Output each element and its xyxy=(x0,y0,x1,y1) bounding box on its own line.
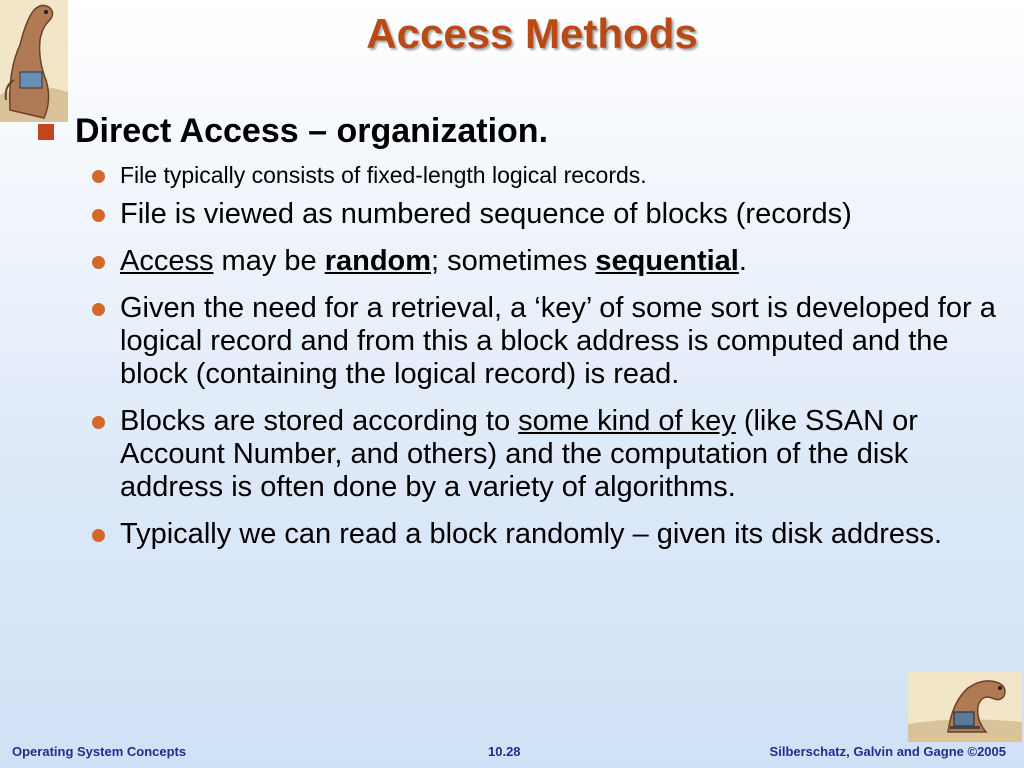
sub-bullet-2-text: File is viewed as numbered sequence of blocks (records) xyxy=(120,198,852,230)
footer-slide-number: 10.28 xyxy=(488,744,521,759)
slide-title: Access Methods xyxy=(366,10,698,57)
round-bullet-icon xyxy=(92,209,105,222)
sub-bullet-4 xyxy=(92,292,1002,391)
sub-bullet-1 xyxy=(92,158,1002,192)
round-bullet-icon xyxy=(92,416,105,429)
text-fragment: (like SSAN or Account Number, and others) and the computation of the disk address is often done by a variety of algorithms. xyxy=(120,405,918,503)
text-fragment: Blocks are stored according to xyxy=(120,405,519,437)
footer-course-title: Operating System Concepts xyxy=(12,744,187,759)
footer-copyright: Silberschatz, Galvin and Gagne ©2005 xyxy=(769,744,1006,759)
sub-bullet-6-text: Typically we can read a block randomly – given its disk address. xyxy=(120,518,943,550)
round-bullet-icon xyxy=(92,256,105,269)
random-word: random xyxy=(324,245,432,277)
dinosaur-laptop-logo-icon xyxy=(908,672,1022,742)
round-bullet-icon xyxy=(92,303,105,316)
sub-bullet-6 xyxy=(92,518,1002,551)
sub-bullet-1-text: File typically consists of fixed-length logical records. xyxy=(120,162,647,188)
text-fragment: . xyxy=(738,245,747,277)
round-bullet-icon xyxy=(92,529,105,542)
text-fragment: may be xyxy=(213,245,325,277)
text-fragment: ; sometimes xyxy=(431,245,596,277)
sub-bullet-list xyxy=(92,158,1002,565)
access-word: Access xyxy=(120,245,214,277)
square-bullet-icon xyxy=(38,124,54,140)
sub-bullet-4-text: Given the need for a retrieval, a ‘key’ of some sort is developed for a logical record and from this a block address is computed and the block (containing the logical record) is read. xyxy=(120,292,996,390)
some-kind-of-key-phrase: some kind of key xyxy=(518,405,736,437)
round-bullet-icon xyxy=(92,170,105,183)
sub-bullet-2 xyxy=(92,198,1002,231)
main-bullet-text: Direct Access – organization. xyxy=(75,112,549,150)
main-bullet xyxy=(38,112,548,151)
sub-bullet-3 xyxy=(92,245,1002,278)
sub-bullet-5 xyxy=(92,405,1002,504)
sequential-word: sequential xyxy=(595,245,739,277)
